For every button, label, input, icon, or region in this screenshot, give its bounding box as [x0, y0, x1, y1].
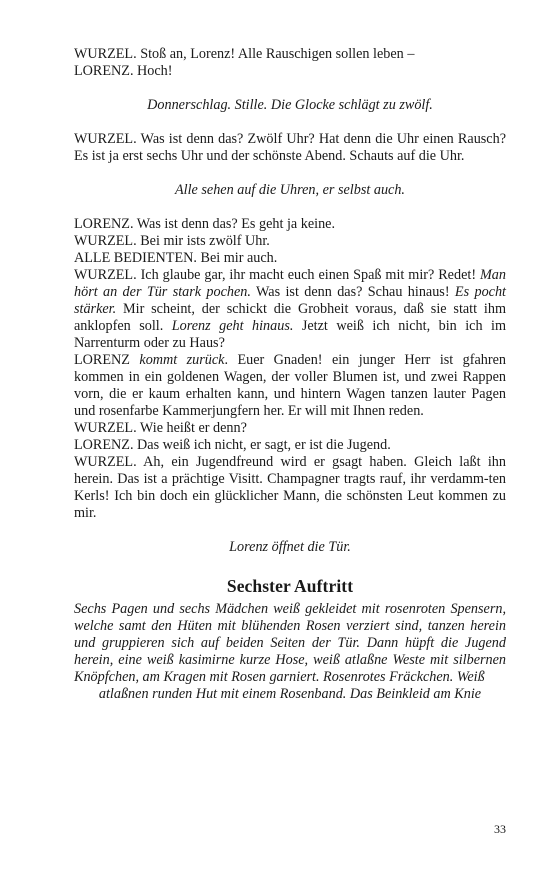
page-number: 33 — [494, 822, 506, 836]
stage-direction: Donnerschlag. Stille. Die Glocke schlägt zu zwölf. — [147, 97, 433, 113]
scene-description: Sechs Pagen und sechs Mädchen weiß gekleidet mit rosenroten Spensern, welche samt den Hüten mit blühenden Rosen verziert sind, tanzen herein und gruppieren sich auf beiden Seiten der Tür. Dann hüpft die Jugend herein, eine weiß kasimirne kurze Hose, weiß atlaßne Weste mit silbernen Knöpfchen, am Kragen mit Rosen garniert. Rosenrotes Fräckchen. Weiß — [74, 601, 506, 685]
dialogue-paragraph: WURZEL. Was ist denn das? Zwölf Uhr? Hat denn die Uhr einen Rausch? Es ist ja erst sechs Uhr und der schönste Abend. Schauts auf die Uhr. — [74, 131, 506, 164]
dialogue-line: LORENZ. Hoch! — [74, 63, 173, 79]
text-run: Mir scheint, der schickt die Grobheit voraus, daß sie statt ihm anklopfen soll. — [74, 301, 506, 334]
text-run: LORENZ — [74, 352, 140, 368]
stage-direction-inline: Es pocht stärker. — [74, 284, 506, 317]
scene-description-last-line: atlaßnen runden Hut mit einem Rosenband. Das Beinkleid am Knie — [98, 686, 482, 702]
dialogue-line: WURZEL. Wie heißt er denn? — [74, 420, 247, 436]
stage-direction-inline: Man hört an der Tür stark pochen. — [74, 267, 506, 300]
stage-direction-inline: kommt zurück — [139, 352, 225, 368]
dialogue-line: WURZEL. Bei mir ists zwölf Uhr. — [74, 233, 270, 249]
text-run: Jetzt weiß ich nicht, bin ich im Narrenturm oder zu Haus? — [74, 318, 506, 351]
dialogue-line: ALLE BEDIENTEN. Bei mir auch. — [74, 250, 278, 266]
stage-direction: Lorenz öffnet die Tür. — [229, 539, 351, 555]
text-run: WURZEL. Ich glaube gar, ihr macht euch einen Spaß mit mir? Redet! — [74, 267, 480, 283]
dialogue-line: LORENZ. Was ist denn das? Es geht ja keine. — [74, 216, 336, 232]
stage-direction-inline: Lorenz geht hinaus. — [171, 318, 294, 334]
stage-direction: Alle sehen auf die Uhren, er selbst auch. — [175, 182, 405, 198]
dialogue-paragraph — [74, 267, 506, 352]
page-body — [74, 46, 506, 703]
text-run: . Euer Gnaden! ein junger Herr ist gfahren kommen in ein goldenen Wagen, der voller Blumen ist, und zwei Rappen vorn, die er kaum erhalten kann, und hintern Wagen tanzen lauter Pagen und rosenfarbe Kammerjungfern her. Er will mit Ihnen reden. — [74, 352, 506, 419]
text-run: Was ist denn das? Schau hinaus! — [250, 284, 455, 300]
dialogue-paragraph: WURZEL. Ah, ein Jugendfreund wird er gsagt haben. Gleich laßt ihn herein. Das ist a prächtige Visitt. Champagner tragts rauf, ihr verdamm-ten Kerls! Ich bin doch ein glücklicher Mann, die schönsten Leut kommen zu mir. — [74, 454, 506, 521]
dialogue-line: WURZEL. Stoß an, Lorenz! Alle Rauschigen sollen leben – — [74, 46, 415, 62]
scene-heading: Sechster Auftritt — [226, 576, 354, 596]
dialogue-line: LORENZ. Das weiß ich nicht, er sagt, er ist die Jugend. — [74, 437, 391, 453]
dialogue-paragraph — [74, 352, 506, 420]
